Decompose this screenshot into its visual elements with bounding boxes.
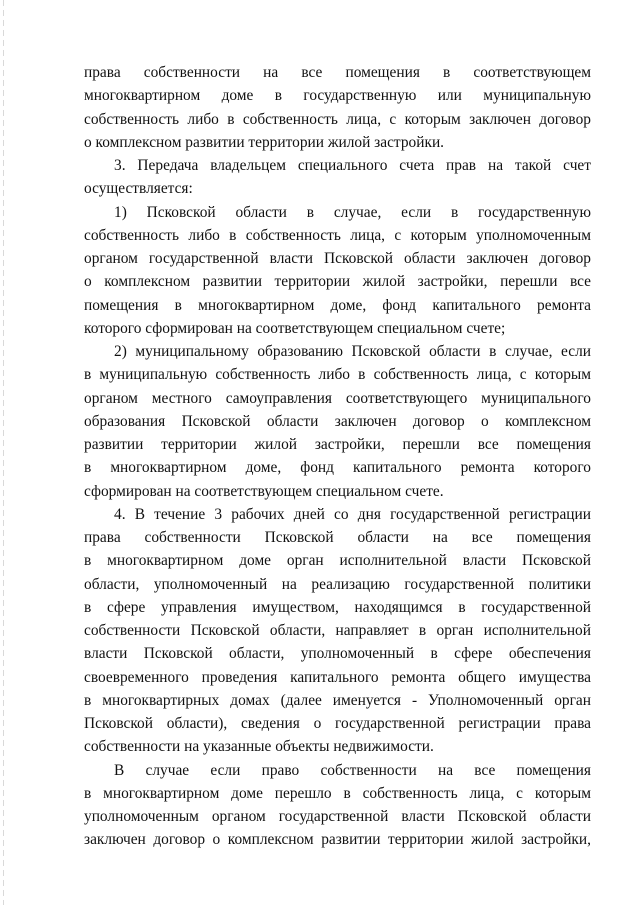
text-line: права собственности на все помещения в соответствующем <box>84 64 591 81</box>
text-line: собственность либо в собственность лица, с которым уполномоченным <box>84 226 591 244</box>
text-line: власти Псковской области, уполномоченный в сфере обеспечения <box>84 645 591 663</box>
text-line: 2) муниципальному образованию Псковской области в случае, если <box>114 343 591 360</box>
text-line: органом местного самоуправления соответствующего муниципального <box>84 389 591 407</box>
scan-edge <box>3 0 4 905</box>
text-line: Псковской области), сведения о государственной регистрации права <box>84 715 591 732</box>
text-line: о комплексном развитии территории жилой застройки. <box>84 133 445 151</box>
text-line: в муниципальную собственность либо в собственность лица, с которым <box>84 366 591 384</box>
text-line: осуществляется: <box>84 180 193 198</box>
text-line: развитии территории жилой застройки, перешли все помещения <box>84 436 591 453</box>
text-line: собственности Псковской области, направляет в орган исполнительной <box>84 622 591 639</box>
text-line: права собственности Псковской области на все помещения <box>84 529 591 546</box>
text-line: органом государственной власти Псковской области заключен договор <box>84 250 591 267</box>
text-line: в многоквартирном доме, фонд капитального ремонта которого <box>84 459 591 477</box>
text-line: области, уполномоченный на реализацию государственной политики <box>84 575 591 593</box>
text-line: В случае если право собственности на все помещения <box>114 761 591 779</box>
text-line: многоквартирном доме в государственную или муниципальную <box>84 87 591 105</box>
text-line: в многоквартирном доме орган исполнительной власти Псковской <box>84 552 591 570</box>
text-line: в многоквартирном доме перешло в собственность лица, с которым <box>84 784 591 802</box>
text-line: уполномоченным органом государственной власти Псковской области <box>84 808 591 825</box>
text-line: о комплексном развитии территории жилой застройки, перешли все <box>84 273 591 291</box>
text-line: заключен договор о комплексном развитии территории жилой застройки, <box>84 831 591 849</box>
text-line: в сфере управления имуществом, находящимся в государственной <box>84 598 591 616</box>
text-line: сформирован на соответствующем специальном счете. <box>84 482 444 500</box>
text-line: 3. Передача владельцем специального счета прав на такой счет <box>114 157 591 174</box>
text-line: в многоквартирных домах (далее именуется - Уполномоченный орган <box>84 691 591 709</box>
text-line: помещения в многоквартирном доме, фонд капитального ремонта <box>84 296 591 314</box>
text-line: образования Псковской области заключен договор о комплексном <box>84 412 591 430</box>
text-line: 4. В течение 3 рабочих дней со дня государственной регистрации <box>114 505 591 523</box>
text-line: 1) Псковской области в случае, если в государственную <box>114 203 591 221</box>
text-line: которого сформирован на соответствующем специальном счете; <box>84 319 506 337</box>
text-line: собственность либо в собственность лица, с которым заключен договор <box>84 110 591 128</box>
text-line: собственности на указанные объекты недвижимости. <box>84 738 434 756</box>
text-line: своевременного проведения капитального ремонта общего имущества <box>84 668 591 686</box>
